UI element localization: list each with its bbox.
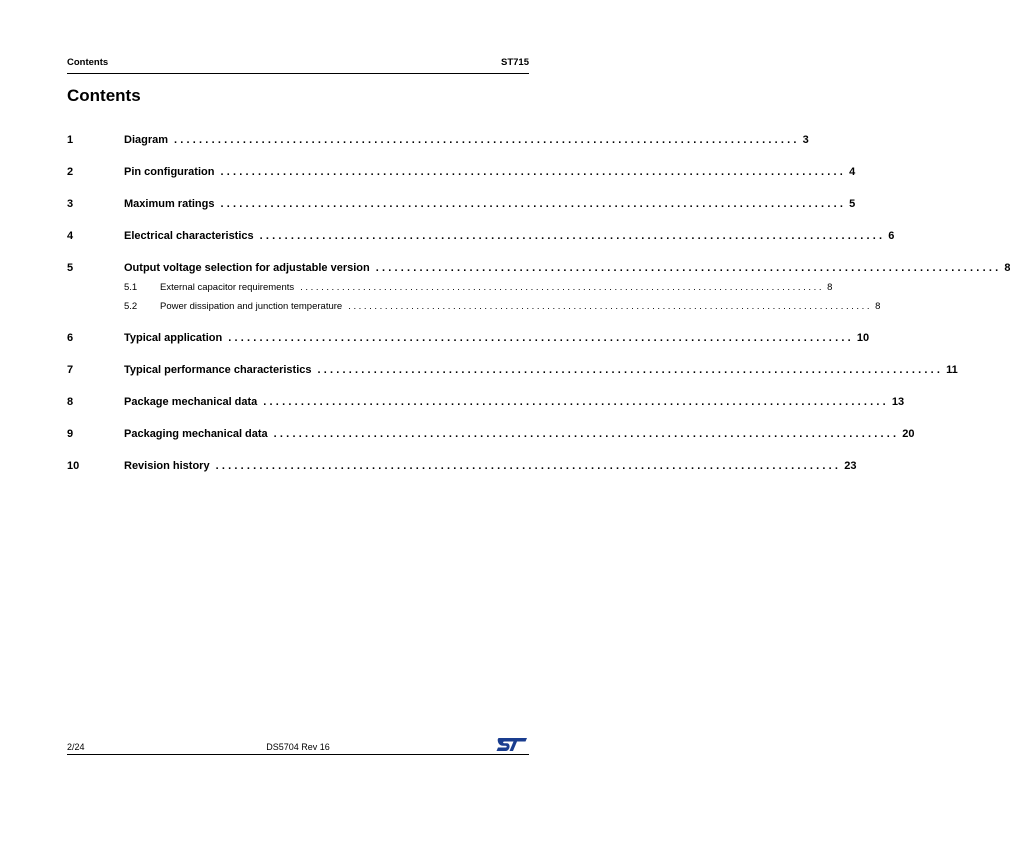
toc-entry-5[interactable] — [67, 262, 1010, 276]
toc-page: 8 — [875, 301, 881, 312]
toc-leader: .................................................................................................... — [273, 428, 900, 440]
toc-number: 10 — [67, 460, 80, 472]
toc-entry-3[interactable] — [67, 198, 856, 212]
toc-entry-1[interactable] — [67, 134, 809, 148]
toc-leader: .................................................................................................... — [220, 166, 847, 178]
toc-title: Package mechanical data — [124, 396, 258, 408]
footer-rule — [67, 754, 529, 755]
toc-page: 13 — [891, 396, 905, 408]
toc-page: 11 — [946, 364, 958, 376]
toc-leader: .................................................................................................... — [174, 134, 800, 146]
toc-leader: .................................................................................................... — [375, 262, 1002, 274]
toc-number: 5.2 — [124, 301, 138, 312]
toc-title: Typical performance characteristics — [124, 364, 312, 376]
toc-number: 2 — [67, 166, 74, 178]
toc-leader: .................................................................................................... — [317, 364, 944, 376]
toc-number: 4 — [67, 230, 74, 242]
page-title: Contents — [67, 86, 141, 105]
toc-page: 6 — [888, 230, 895, 242]
footer-doc-id: DS5704 Rev 16 — [266, 742, 330, 752]
toc-leader: .................................................................................................... — [220, 198, 847, 210]
toc-leader: .................................................................................................... — [259, 230, 886, 242]
toc-page: 3 — [802, 134, 809, 146]
toc-number: 6 — [67, 332, 74, 344]
toc-entry-7[interactable] — [67, 364, 958, 378]
toc-title: Diagram — [124, 134, 169, 146]
toc-number: 5 — [67, 262, 74, 274]
toc-page: 8 — [827, 282, 833, 293]
toc-leader: .................................................................................................... — [300, 282, 825, 293]
st-logo-icon — [496, 737, 528, 752]
toc-entry-9[interactable] — [67, 428, 915, 442]
toc-leader: .................................................................................................... — [215, 460, 842, 472]
toc-title: Maximum ratings — [124, 198, 215, 210]
header-rule — [67, 73, 529, 74]
toc-title: Output voltage selection for adjustable version — [124, 262, 370, 274]
toc-title: Power dissipation and junction temperature — [160, 301, 343, 312]
toc-entry-10[interactable] — [67, 460, 857, 474]
toc-number: 1 — [67, 134, 74, 146]
toc-page: 8 — [1004, 262, 1010, 274]
toc-entry-5-2[interactable] — [67, 301, 881, 315]
toc-entry-4[interactable] — [67, 230, 895, 244]
toc-title: Revision history — [124, 460, 210, 472]
toc-entry-5-1[interactable] — [67, 282, 833, 296]
toc-number: 9 — [67, 428, 74, 440]
toc-number: 8 — [67, 396, 74, 408]
toc-entry-8[interactable] — [67, 396, 905, 410]
toc-entry-2[interactable] — [67, 166, 856, 180]
toc-number: 3 — [67, 198, 74, 210]
footer-page-number: 2/24 — [67, 742, 85, 752]
toc-leader: .................................................................................................... — [263, 396, 889, 408]
toc-leader: .................................................................................................... — [348, 301, 873, 312]
toc-title: Typical application — [124, 332, 223, 344]
toc-entry-6[interactable] — [67, 332, 870, 346]
toc-title: Pin configuration — [124, 166, 215, 178]
toc-title: Electrical characteristics — [124, 230, 254, 242]
header-left: Contents — [67, 57, 109, 68]
toc-leader: .................................................................................................... — [228, 332, 854, 344]
toc-number: 7 — [67, 364, 74, 376]
toc-page: 23 — [844, 460, 857, 472]
header-right: ST715 — [501, 57, 529, 68]
toc-number: 5.1 — [124, 282, 138, 293]
toc-page: 20 — [902, 428, 915, 440]
toc-title: Packaging mechanical data — [124, 428, 268, 440]
toc-page: 4 — [849, 166, 856, 178]
toc-page: 5 — [849, 198, 856, 210]
toc-title: External capacitor requirements — [160, 282, 295, 293]
toc-page: 10 — [856, 332, 870, 344]
